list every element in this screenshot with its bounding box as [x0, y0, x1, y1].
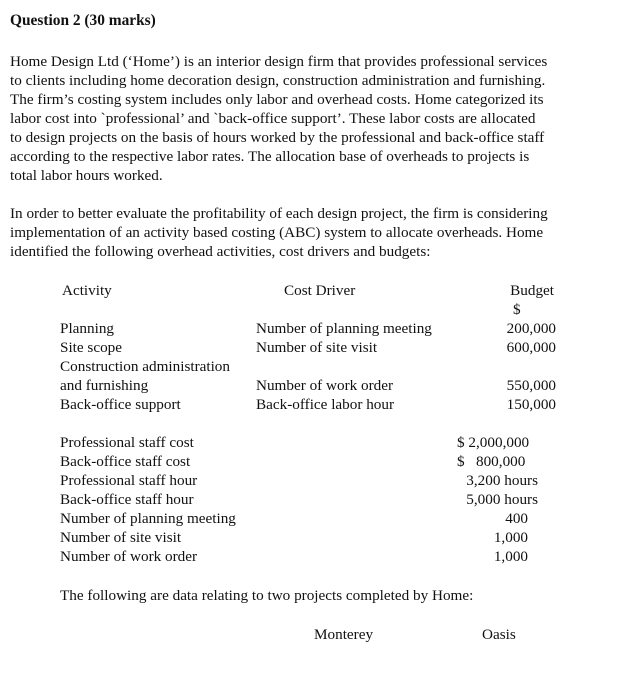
data-label: Number of work order — [60, 548, 198, 565]
data-label: Number of site visit — [60, 529, 182, 546]
cost-driver-header: Cost Driver — [284, 282, 356, 299]
activity-name: and furnishing — [60, 377, 149, 394]
data-label: Back-office staff hour — [60, 491, 194, 508]
cost-driver: Back-office labor hour — [256, 396, 395, 413]
paragraph-line: The firm’s costing system includes only labor and overhead costs. Home categorized its — [10, 91, 544, 108]
activity-name: Back-office support — [60, 396, 181, 413]
cost-driver: Number of work order — [256, 377, 394, 394]
paragraph-line: to design projects on the basis of hours worked by the professional and back-office staff — [10, 129, 545, 146]
data-value: $ 800,000 — [457, 453, 526, 470]
data-value: 1,000 — [493, 529, 528, 546]
paragraph-line: In order to better evaluate the profitability of each design project, the firm is considering — [10, 205, 548, 222]
paragraph-line: identified the following overhead activities, cost drivers and budgets: — [10, 243, 431, 260]
budget-value: 150,000 — [506, 396, 556, 413]
paragraph-line: implementation of an activity based costing (ABC) system to allocate overheads. Home — [10, 224, 544, 241]
project-name-oasis: Oasis — [482, 626, 516, 643]
activity-name: Construction administration — [60, 358, 230, 375]
paragraph-line: Home Design Ltd (‘Home’) is an interior design firm that provides professional services — [10, 53, 548, 70]
data-label: Professional staff cost — [60, 434, 194, 451]
paragraph-line: labor cost into `professional’ and `back-office support’. These labor costs are allocated — [10, 110, 536, 127]
data-label: Back-office staff cost — [60, 453, 191, 470]
activity-name: Planning — [60, 320, 115, 337]
intro-paragraph — [10, 52, 610, 185]
abc-paragraph — [10, 204, 610, 261]
data-label: Professional staff hour — [60, 472, 198, 489]
budget-value: 550,000 — [506, 377, 556, 394]
paragraph-line: according to the respective labor rates. The allocation base of overheads to projects is — [10, 148, 530, 165]
activity-header: Activity — [62, 282, 112, 299]
budget-header: Budget — [510, 282, 554, 299]
paragraph-line: total labor hours worked. — [10, 167, 163, 184]
budget-value: 600,000 — [506, 339, 556, 356]
data-value: 3,200 hours — [466, 472, 538, 489]
budget-value: 200,000 — [506, 320, 556, 337]
cost-driver: Number of site visit — [256, 339, 378, 356]
data-value: 400 — [505, 510, 528, 527]
activity-name: Site scope — [60, 339, 123, 356]
data-label: Number of planning meeting — [60, 510, 236, 527]
budget-unit: $ — [513, 301, 521, 318]
projects-intro: The following are data relating to two projects completed by Home: — [60, 587, 474, 604]
question-title: Question 2 (30 marks) — [10, 12, 156, 29]
data-value: 5,000 hours — [466, 491, 538, 508]
project-name-monterey: Monterey — [314, 626, 374, 643]
paragraph-line: to clients including home decoration design, construction administration and furnishing. — [10, 72, 546, 89]
data-value: $ 2,000,000 — [457, 434, 530, 451]
cost-driver: Number of planning meeting — [256, 320, 432, 337]
data-value: 1,000 — [493, 548, 528, 565]
